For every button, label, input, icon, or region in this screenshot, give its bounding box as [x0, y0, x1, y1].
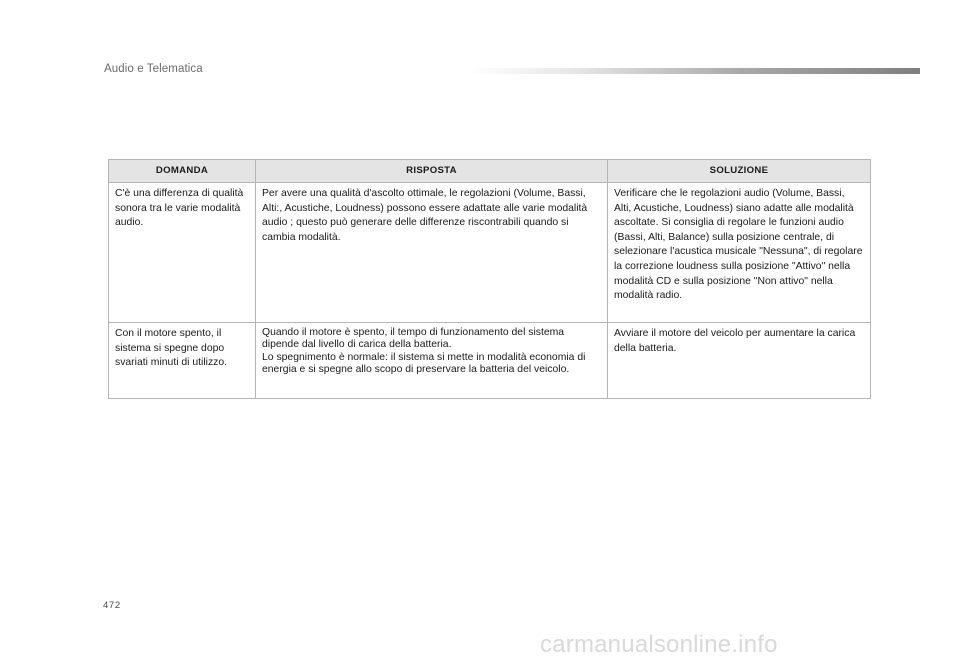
cell-risposta — [256, 323, 608, 399]
table-header-row — [109, 160, 871, 183]
risposta-paragraph: Lo spegnimento è normale: il sistema si mette in modalità economia di energia e si spegne allo scopo di preservare la batteria del veicolo. — [262, 351, 586, 376]
section-title: Audio e Telematica — [104, 63, 203, 75]
faq-table — [108, 159, 871, 399]
column-header-domanda: DOMANDA — [109, 160, 256, 183]
watermark: carmanualsonline.info — [540, 631, 778, 658]
page-number: 472 — [103, 600, 121, 611]
cell-domanda: C'è una differenza di qualità sonora tra le varie modalità audio. — [109, 183, 256, 323]
risposta-paragraph: Quando il motore è spento, il tempo di funzionamento del sistema dipende dal livello di carica della batteria. — [262, 327, 565, 351]
cell-soluzione: Verificare che le regolazioni audio (Volume, Bassi, Alti, Acustiche, Loudness) siano adatte alle modalità ascoltate. Si consiglia di regolare le funzioni audio (Bassi, Alti, Balance) sulla posizione centrale, di selezionare l'acustica musicale "Nessuna", di regolare la correzione loudness sulla posizione "Attivo" nella modalità CD e sulla posizione "Non attivo" nella modalità radio. — [608, 183, 871, 323]
cell-risposta: Per avere una qualità d'ascolto ottimale, le regolazioni (Volume, Bassi, Alti:, Acustiche, Loudness) possono essere adattate alle varie modalità audio ; questo può generare delle differenze riscontrabili quando si cambia modalità. — [256, 183, 608, 323]
table-row — [109, 323, 871, 399]
column-header-risposta: RISPOSTA — [256, 160, 608, 183]
table-row — [109, 183, 871, 323]
column-header-soluzione: SOLUZIONE — [608, 160, 871, 183]
header-gradient-rule — [470, 68, 920, 74]
cell-soluzione: Avviare il motore del veicolo per aumentare la carica della batteria. — [608, 323, 871, 399]
cell-domanda: Con il motore spento, il sistema si spegne dopo svariati minuti di utilizzo. — [109, 323, 256, 399]
